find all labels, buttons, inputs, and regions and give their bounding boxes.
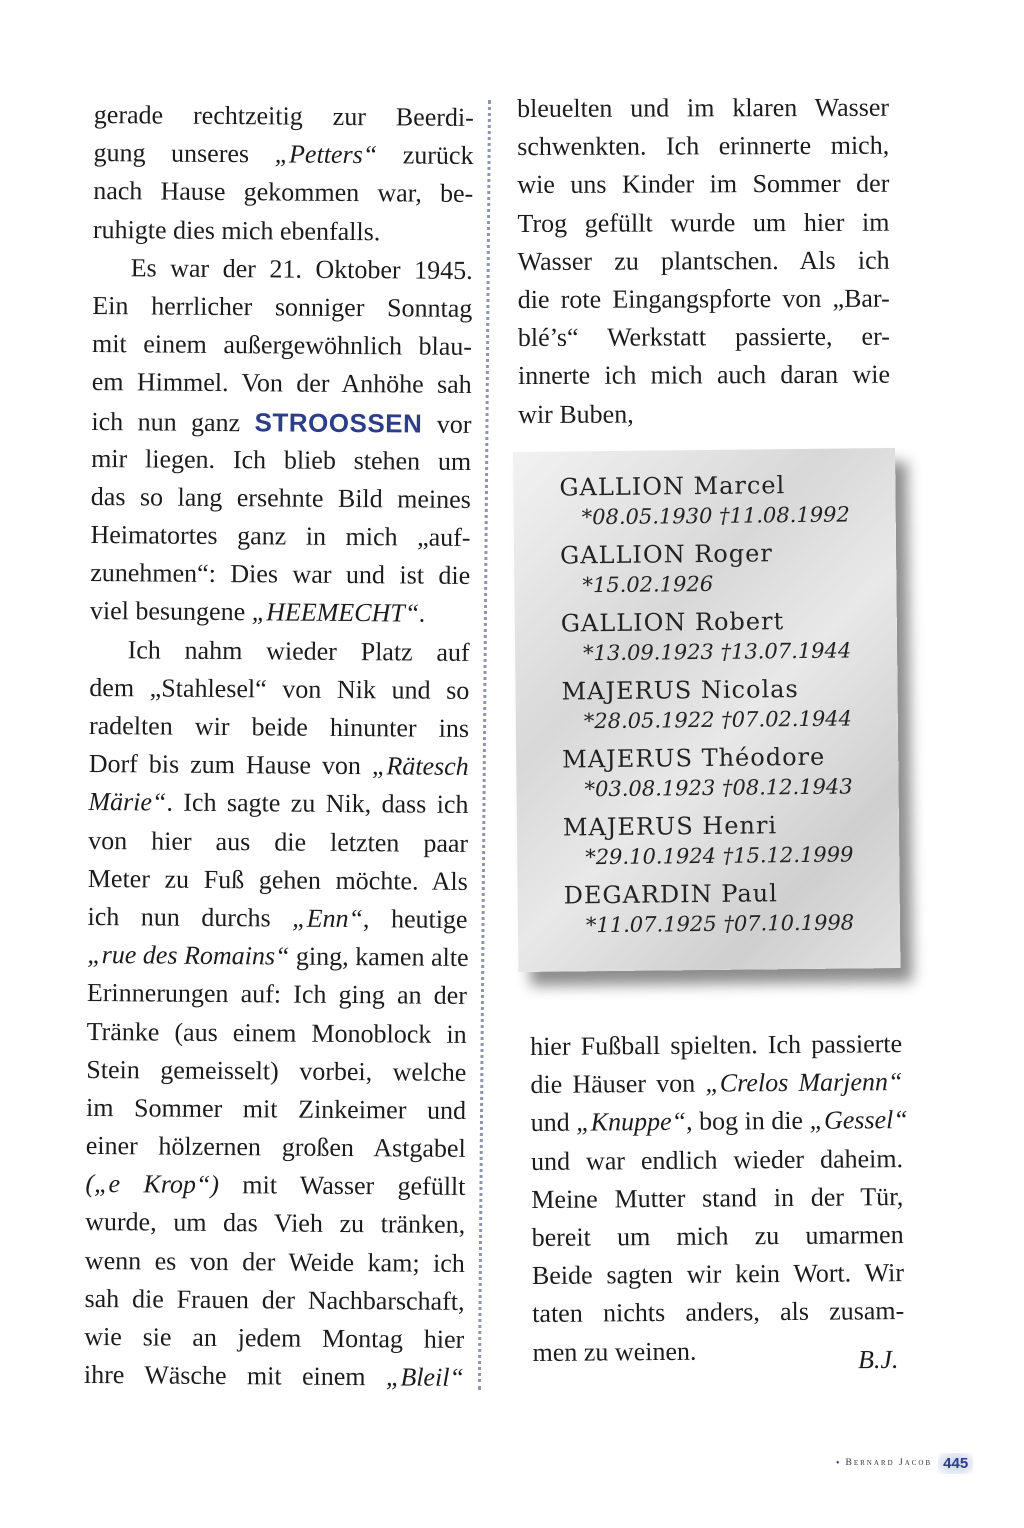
text-line: nach Hause gekommen war, be- — [93, 176, 474, 209]
page-footer — [836, 1448, 973, 1478]
text-line: Erinnerungen auf: Ich ging an der — [86, 978, 468, 1011]
plaque-name: GALLION Marcel — [559, 471, 786, 502]
plaque-dates: *15.02.1926 — [582, 571, 714, 598]
text-line: radelten wir beide hinunter ins — [88, 710, 470, 743]
text-line: Trog gefüllt wurde um hier im — [517, 207, 890, 238]
text-line: wurde, um das Vieh zu tränken, — [85, 1207, 466, 1240]
plaque-dates: *28.05.1922 †07.02.1944 — [583, 706, 853, 734]
text-line: Wasser zu plantschen. Als ich — [517, 245, 890, 276]
text-line: gerade rechtzeitig zur Beerdi- — [93, 99, 474, 132]
right-column-bottom-text — [530, 1025, 908, 1372]
village-name-highlight: STROOSSEN — [254, 406, 423, 439]
text-line: wenn es von der Weide kam; ich — [84, 1245, 465, 1278]
plaque-name: GALLION Roger — [559, 539, 773, 570]
right-column-top-text — [517, 89, 890, 434]
text-line: Tränke (aus einem Monoblock in — [86, 1016, 467, 1049]
text-line: im Sommer mit Zinkeimer und — [85, 1092, 467, 1125]
text-line: viel besungene „HEEMECHT“. — [89, 596, 426, 629]
plaque-name: MAJERUS Henri — [562, 811, 778, 842]
text-line: ihre Wäsche mit einem „Bleil“ — [83, 1360, 465, 1393]
text-line: („e Krop“) mit Wasser gefüllt — [85, 1169, 466, 1202]
text-line: innerte ich mich auch daran wie — [517, 360, 891, 391]
text-line: Heimatortes ganz in mich „auf- — [90, 520, 471, 553]
plaque-name: DEGARDIN Paul — [563, 879, 778, 910]
text-line: mir liegen. Ich blieb stehen um — [91, 443, 472, 476]
bullet-icon: • — [836, 1457, 840, 1469]
text-line: ich nun durchs „Enn“, heutige — [87, 901, 468, 934]
text-line: von hier aus die letzten paar — [88, 825, 469, 858]
memorial-plaque — [513, 448, 900, 972]
text-line: em Himmel. Von der Anhöhe sah — [91, 367, 472, 400]
column-divider — [478, 100, 491, 1390]
page-number: 445 — [938, 1453, 973, 1474]
plaque-name: GALLION Robert — [560, 607, 785, 638]
text-line: Ein herrlicher sonniger Sonntag — [92, 290, 473, 323]
text-line: sah die Frauen der Nachbarschaft, — [84, 1283, 465, 1316]
text-line: bereit um mich zu umarmen — [531, 1220, 904, 1252]
text-line: taten nichts anders, als zusam- — [532, 1296, 905, 1329]
plaque-dates: *03.08.1923 †08.12.1943 — [584, 774, 853, 802]
text-line: bleuelten und im klaren Wasser — [517, 92, 890, 123]
plaque-name: MAJERUS Nicolas — [561, 675, 799, 706]
text-line: Meine Mutter stand in der Tür, — [531, 1181, 904, 1214]
text-line: ich nun ganz STROOSSEN vor — [91, 406, 472, 439]
text-line: Stein gemeisselt) vorbei, welche — [86, 1054, 467, 1087]
text-line: wie uns Kinder im Sommer der — [517, 169, 890, 200]
text-line: und war endlich wieder daheim. — [530, 1143, 904, 1176]
text-line: das so lang ersehnte Bild meines — [90, 481, 471, 514]
text-line: Beide sagten wir kein Wort. Wir — [531, 1258, 905, 1291]
footer-author: Bernard Jacob — [845, 1458, 933, 1468]
text-line: blé’s“ Werkstatt passierte, er- — [517, 321, 890, 353]
plaque-dates: *29.10.1924 †15.12.1999 — [585, 842, 854, 870]
plaque-name: MAJERUS Théodore — [562, 742, 826, 774]
text-line: men zu weinen. — [532, 1336, 697, 1367]
text-line: wie sie an jedem Montag hier — [84, 1321, 465, 1354]
text-line: schwenkten. Ich erinnerte mich, — [517, 130, 890, 162]
text-line: die Häuser von „Crelos Marjenn“ — [530, 1067, 903, 1100]
text-line: Ich nahm wieder Platz auf — [127, 634, 470, 667]
text-line: und „Knuppe“, bog in die „Gessel“ — [530, 1105, 908, 1138]
plaque-dates: *11.07.1925 †07.10.1998 — [585, 910, 855, 938]
text-line: „rue des Romains“ ging, kamen alte — [87, 940, 469, 973]
plaque-dates: *13.09.1923 †13.07.1944 — [582, 638, 852, 666]
text-line: dem „Stahlesel“ von Nik und so — [89, 672, 470, 705]
text-line: zunehmen“: Dies war und ist die — [90, 558, 471, 591]
text-line: mit einem außergewöhnlich blau- — [91, 329, 473, 362]
text-line: die rote Eingangspforte von „Bar- — [517, 283, 890, 314]
text-line: Es war der 21. Oktober 1945. — [130, 253, 473, 285]
text-line: wir Buben, — [518, 399, 634, 429]
plaque-dates: *08.05.1930 †11.08.1992 — [581, 502, 850, 530]
text-line: Dorf bis zum Hause von „Rätesch — [88, 749, 469, 782]
text-line: Meter zu Fuß gehen möchte. Als — [87, 863, 468, 896]
text-line: gung unseres „Petters“ zurück — [93, 138, 474, 171]
text-line: ruhigte dies mich ebenfalls. — [92, 214, 381, 246]
text-line: einer hölzernen großen Astgabel — [85, 1131, 466, 1164]
text-line: hier Fußball spielten. Ich passierte — [530, 1029, 903, 1061]
text-line: Märie“. Ich sagte zu Nik, dass ich — [88, 787, 469, 820]
author-signature: B.J. — [857, 1344, 899, 1375]
left-column-text — [84, 96, 474, 1397]
